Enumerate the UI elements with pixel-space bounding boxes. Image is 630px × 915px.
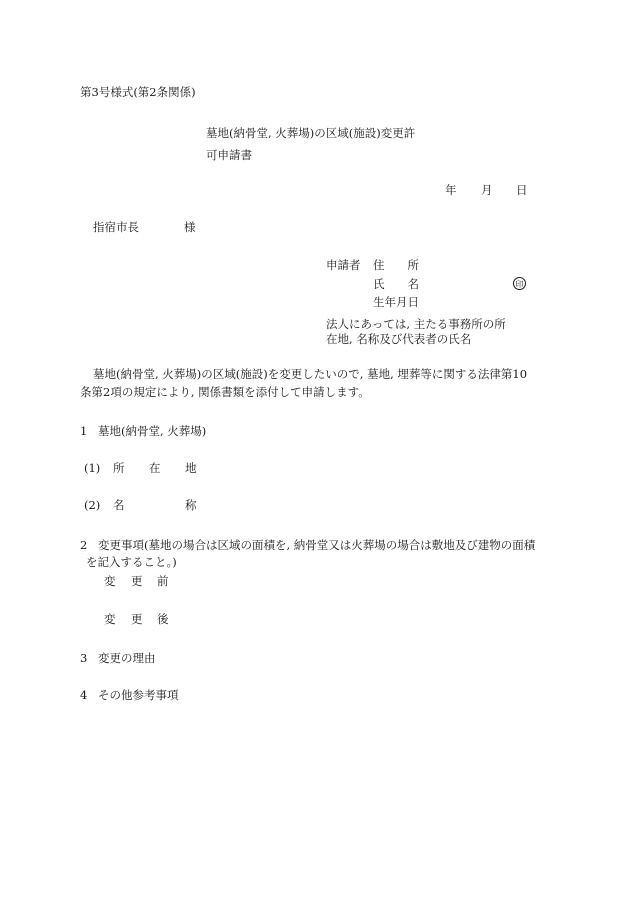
seal-mark: 印 [513,277,526,290]
applicant-address-label: 住 所 [373,258,419,272]
change-after-char-1: 変 [104,612,116,626]
title-line-1: 墓地(納骨堂, 火葬場)の区域(施設)変更許 [206,126,416,140]
date-month: 月 [481,183,493,197]
item-3-number: 3 [80,651,88,665]
item-1-2-char-2: 称 [185,498,197,512]
title-line-2: 可申請書 [206,148,252,162]
applicant-label: 申請者 [326,258,361,272]
form-number: 第3号様式(第2条関係) [80,85,196,99]
item-1-2-char-1: 名 [113,498,125,512]
change-after-char-2: 更 [131,612,143,626]
corporate-note-line-1: 法人にあっては, 主たる事務所の所 [326,317,506,331]
item-1-1-number: (1) [84,461,101,475]
item-2-number: 2 [80,538,88,552]
item-1-1-char-2: 在 [149,461,161,475]
date-year: 年 [445,183,457,197]
body-line-2: 条第2項の規定により, 関係書類を添付して申請します。 [80,385,370,399]
item-4-label: その他参考事項 [98,688,179,702]
item-3-label: 変更の理由 [98,651,156,665]
item-1-label: 墓地(納骨堂, 火葬場) [98,424,207,438]
change-after-char-3: 後 [157,612,169,626]
item-2-line-2: を記入すること。) [86,555,177,569]
addressee-name: 指宿市長 [93,220,139,234]
item-1-1-char-1: 所 [113,461,125,475]
applicant-name-label: 氏 名 [373,277,419,291]
change-before-char-1: 変 [104,574,116,588]
item-4-number: 4 [80,688,88,702]
corporate-note-line-2: 在地, 名称及び代表者の氏名 [326,332,472,346]
change-before-char-3: 前 [157,574,169,588]
change-before-char-2: 更 [131,574,143,588]
item-1-number: 1 [80,424,88,438]
item-1-2-number: (2) [84,498,101,512]
item-2-line-1: 変更事項(墓地の場合は区域の面積を, 納骨堂又は火葬場の場合は敷地及び建物の面積 [98,538,536,552]
item-1-1-char-3: 地 [185,461,197,475]
body-line-1: 墓地(納骨堂, 火葬場)の区域(施設)を変更したいので, 墓地, 埋葬等に関する法律第10 [93,367,528,381]
date-day: 日 [516,183,528,197]
addressee-honorific: 様 [184,220,196,234]
applicant-birthdate-label: 生年月日 [373,295,419,309]
